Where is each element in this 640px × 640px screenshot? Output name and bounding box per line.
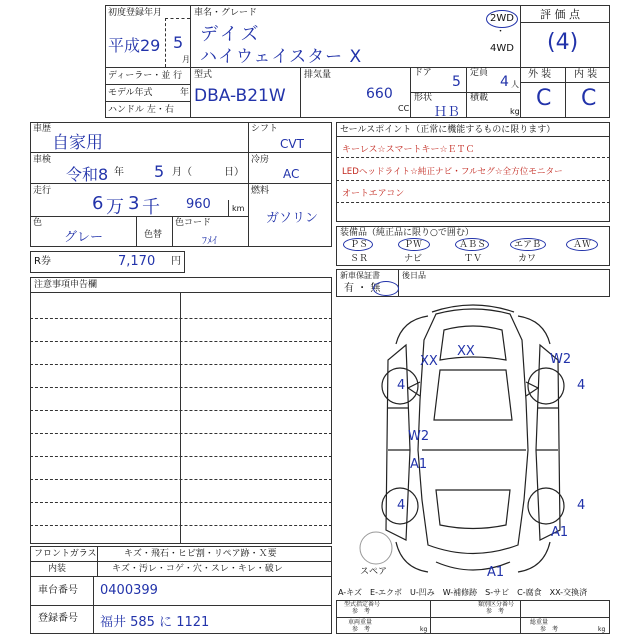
load-unit: kg	[510, 107, 520, 116]
footer-cell: 参 考	[540, 626, 559, 633]
car-label: 車名・グレード	[194, 8, 258, 18]
mileage-unit: km	[232, 204, 245, 213]
insp-year-unit: 年	[114, 167, 124, 178]
model-value: DBA-B21W	[194, 86, 286, 106]
notes-label: 注意事項申告欄	[34, 280, 98, 290]
year-unit: 年	[180, 88, 190, 98]
equip-ps: ＰＳ	[350, 240, 369, 250]
damage-mark: XX	[420, 354, 438, 369]
damage-mark: W2	[550, 352, 572, 367]
mileage-man: 6	[92, 193, 104, 214]
mileage-label: 走行	[33, 186, 52, 196]
insp-month: 5	[154, 162, 165, 181]
footer-cell: kg	[420, 626, 428, 633]
mileage-sen-unit: 千	[142, 197, 160, 218]
recycle-frame	[30, 251, 185, 273]
equip-aw: ＡＷ	[573, 240, 592, 250]
car-grade: ハイウェイスター X	[200, 47, 363, 67]
interior-label-bottom: 内装	[48, 564, 67, 574]
insp-era: 令和8	[66, 165, 109, 184]
damage-mark: A1	[551, 525, 569, 540]
usage-label: 車歴	[33, 124, 52, 134]
warranty-value: 有 ・ 無	[344, 283, 381, 294]
eval-label: 評 価 点	[540, 8, 580, 21]
handle-label: ハンドル 左・右	[108, 105, 174, 115]
damage-mark: A1	[410, 457, 428, 472]
color-change-label: 色替	[144, 230, 163, 240]
warranty-none-circle	[373, 281, 399, 296]
sales-point-label: セールスポイント（正常に機能するものに限ります）	[340, 125, 556, 135]
mileage-man-unit: 万	[106, 197, 124, 218]
front-glass-label: フロントガラス	[34, 549, 97, 559]
shape-value: ＨＢ	[434, 105, 461, 120]
insp-day-unit: 日）	[224, 167, 244, 178]
ac-label: 冷房	[251, 155, 270, 165]
sales-point-item: オートエアコン	[342, 189, 405, 199]
footer-cell: 参 考	[352, 608, 371, 615]
footer-cell: 車両重量	[348, 619, 373, 626]
equip-airbag: エアＢ	[514, 240, 542, 250]
drive-dot: ・	[496, 27, 506, 37]
disp-value: 660	[366, 86, 393, 102]
exterior-grade: C	[536, 86, 552, 111]
damage-mark: XX	[457, 344, 475, 359]
capacity-value: 4	[500, 74, 509, 90]
damage-legend: A-キズ E-エクボ U-凹み W-補修跡 S-サビ C-腐食 XX-交換済	[338, 588, 588, 597]
disp-label: 排気量	[304, 70, 332, 80]
equip-tv: ＴＶ	[464, 254, 483, 264]
model-year-label: モデル年式	[108, 88, 153, 98]
recycle-label: R券	[34, 256, 51, 267]
equip-abs: ＡＢＳ	[459, 240, 487, 250]
footer-cell: 参 考	[352, 626, 371, 633]
footer-cell: kg	[598, 626, 606, 633]
sales-point-item: キーレス☆スマートキー☆ＥＴＣ	[342, 145, 475, 155]
drive-4wd: 4WD	[490, 43, 514, 54]
dealer-label: ディーラー・並 行	[108, 71, 183, 81]
spare-label: スペア	[360, 567, 388, 577]
front-glass-legend: キズ・飛石・ヒビ割・リペア跡・Ｘ要	[124, 549, 277, 559]
shift-label: シフト	[251, 124, 279, 134]
eval-score: (4)	[547, 30, 579, 55]
reg-label: 初度登録年月	[108, 8, 163, 18]
car-name: デイズ	[200, 24, 262, 45]
damage-mark: 4	[577, 498, 586, 513]
interior-grade: C	[581, 86, 597, 111]
equipment-label: 装備品（純正品に限り○で囲む）	[340, 228, 474, 238]
reg-month: 5	[173, 33, 184, 52]
interior-label: 内 装	[574, 69, 598, 80]
afterfit-label: 後日品	[402, 271, 426, 280]
plate-label: 登録番号	[38, 613, 78, 624]
usage-value: 自家用	[52, 133, 103, 153]
capacity-label: 定員	[470, 68, 489, 78]
footer-cell: 類別区分番号	[478, 601, 515, 608]
shape-label: 形状	[414, 93, 433, 103]
color-code-value: ﾌﾒｲ	[202, 236, 217, 247]
door-value: 5	[452, 74, 461, 90]
reg-era: 平成29	[108, 36, 161, 55]
load-label: 積載	[470, 93, 489, 103]
model-label: 型式	[194, 70, 213, 80]
exterior-label: 外 装	[528, 69, 552, 80]
damage-mark: A1	[487, 565, 505, 580]
color-label: 色	[33, 218, 43, 228]
warranty-label: 新車保証書	[340, 271, 380, 280]
ac-value: AC	[283, 167, 300, 181]
recycle-unit: 円	[171, 256, 181, 267]
footer-cell: 型式指定番号	[344, 601, 381, 608]
chassis-value: 0400399	[100, 583, 158, 598]
equip-pw: ＰＷ	[404, 240, 423, 250]
drive-2wd: 2WD	[490, 13, 514, 24]
capacity-unit: 人	[511, 80, 519, 89]
mileage-sen: 3	[128, 193, 140, 214]
inspection-label: 車検	[33, 155, 52, 165]
door-label: ドア	[414, 68, 432, 78]
footer-cell: 総重量	[530, 619, 549, 626]
footer-cell: 参 考	[486, 608, 505, 615]
insp-month-unit: 月（	[172, 167, 192, 178]
damage-mark: W2	[408, 429, 430, 444]
chassis-label: 車台番号	[38, 585, 78, 596]
fuel-value: ガソリン	[266, 211, 319, 226]
color-code-label: 色コード	[175, 218, 212, 228]
damage-mark: 4	[397, 378, 406, 393]
shift-value: CVT	[280, 137, 304, 151]
damage-mark: 4	[397, 498, 406, 513]
equip-leather: カワ	[518, 254, 537, 264]
equip-navi: ナビ	[404, 254, 423, 264]
damage-mark: 4	[577, 378, 586, 393]
equip-sr: ＳＲ	[350, 254, 369, 264]
sales-point-item: LEDヘッドライト☆純正ナビ・フルセグ☆全方位モニター	[342, 167, 563, 177]
reg-month-unit: 月	[182, 55, 190, 64]
disp-unit: CC	[398, 104, 410, 113]
plate-value: 福井 585 に 1121	[100, 615, 210, 630]
mileage-rest: 960	[186, 197, 211, 212]
color-value: グレー	[64, 230, 104, 245]
fuel-label: 燃料	[251, 186, 270, 196]
recycle-value: 7,170	[118, 254, 156, 269]
interior-legend: キズ・汚レ・コゲ・穴・スレ・キレ・破レ	[112, 564, 283, 574]
